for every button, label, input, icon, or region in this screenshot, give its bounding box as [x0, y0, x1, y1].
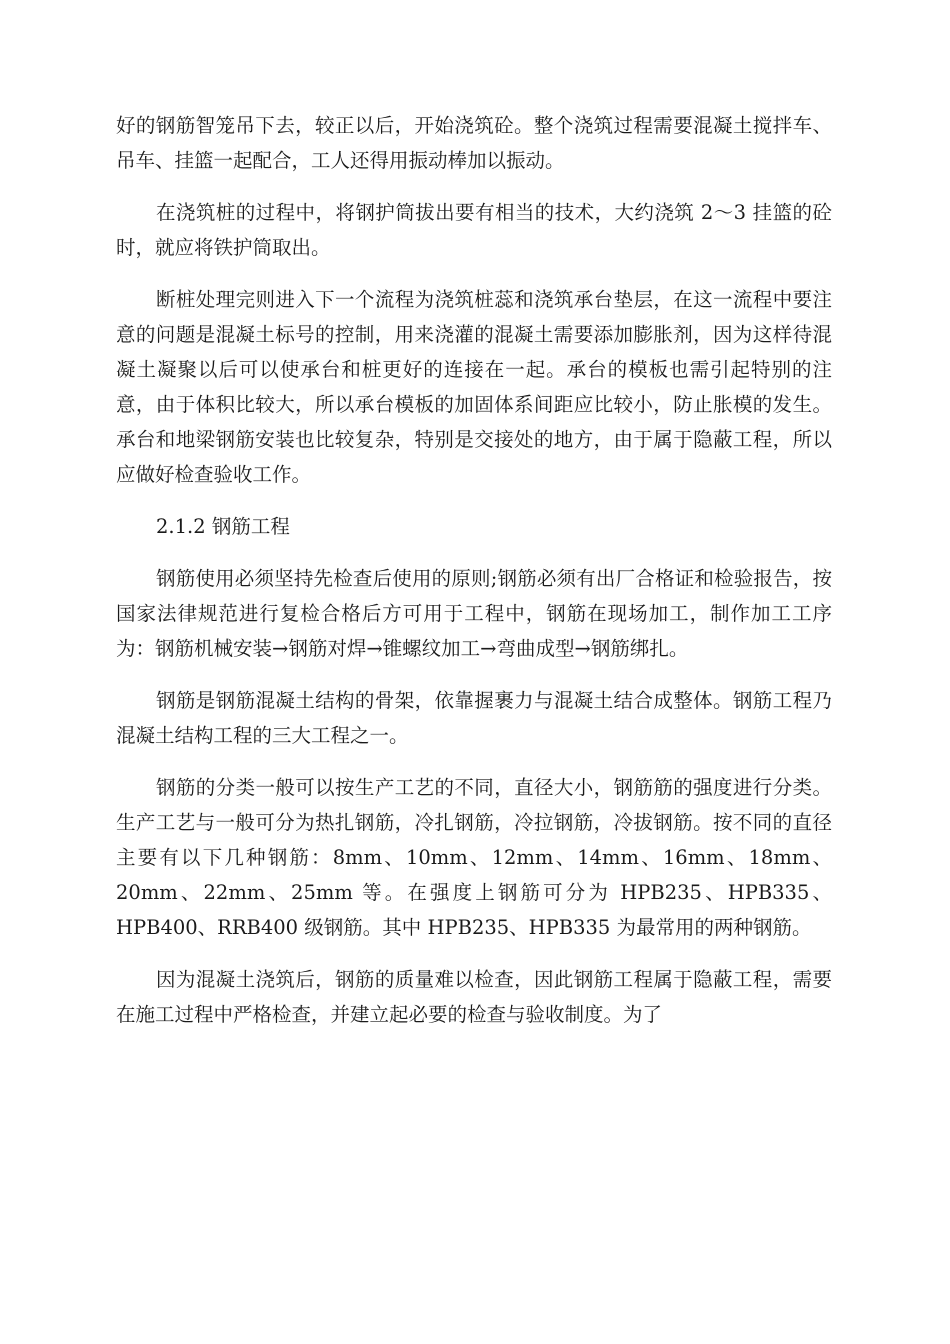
document-body	[116, 108, 832, 1049]
paragraph-rebar-skeleton: 钢筋是钢筋混凝土结构的骨架，依靠握裹力与混凝土结合成整体。钢筋工程乃混凝土结构工程的三大工程之一。	[116, 689, 832, 747]
section-heading: 2.1.2 钢筋工程	[156, 515, 290, 538]
paragraph-rebar-inspection: 钢筋使用必须坚持先检查后使用的原则;钢筋必须有出厂合格证和检验报告，按国家法律规范进行复检合格后方可用于工程中，钢筋在现场加工，制作加工工序为：钢筋机械安装→钢筋对焊→锥螺纹加工→弯曲成型→钢筋绑扎。	[116, 567, 832, 660]
paragraph-rebar-classification: 钢筋的分类一般可以按生产工艺的不同，直径大小，钢筋筋的强度进行分类。生产工艺与一般可分为热扎钢筋，冷扎钢筋，冷拉钢筋，冷拔钢筋。按不同的直径主要有以下几种钢筋：8mm、10mm、12mm、14mm、16mm、18mm、20mm、22mm、25mm 等。在强度上钢筋可分为 HPB235、HPB335、HPB400、RRB400 级钢筋。其中 HPB235、HPB335 为最常用的两种钢筋。	[116, 776, 832, 939]
paragraph-continuation: 好的钢筋智笼吊下去，较正以后，开始浇筑砼。整个浇筑过程需要混凝土搅拌车、吊车、挂篮一起配合，工人还得用振动棒加以振动。	[116, 114, 832, 172]
paragraph-pile-cap: 断桩处理完则进入下一个流程为浇筑桩蕊和浇筑承台垫层，在这一流程中要注意的问题是混凝土标号的控制，用来浇灌的混凝土需要添加膨胀剂，因为这样待混凝土凝聚以后可以使承台和桩更好的连接在一起。承台的模板也需引起特别的注意，由于体积比较大，所以承台模板的加固体系间距应比较小，防止胀模的发生。承台和地梁钢筋安装也比较复杂，特别是交接处的地方，由于属于隐蔽工程，所以应做好检查验收工作。	[116, 288, 832, 486]
paragraph-concealed-work: 因为混凝土浇筑后，钢筋的质量难以检查，因此钢筋工程属于隐蔽工程，需要在施工过程中严格检查，并建立起必要的检查与验收制度。为了	[116, 968, 832, 1026]
paragraph-casing-removal: 在浇筑桩的过程中，将钢护筒拔出要有相当的技术，大约浇筑 2～3 挂篮的砼时，就应将铁护筒取出。	[116, 201, 832, 259]
